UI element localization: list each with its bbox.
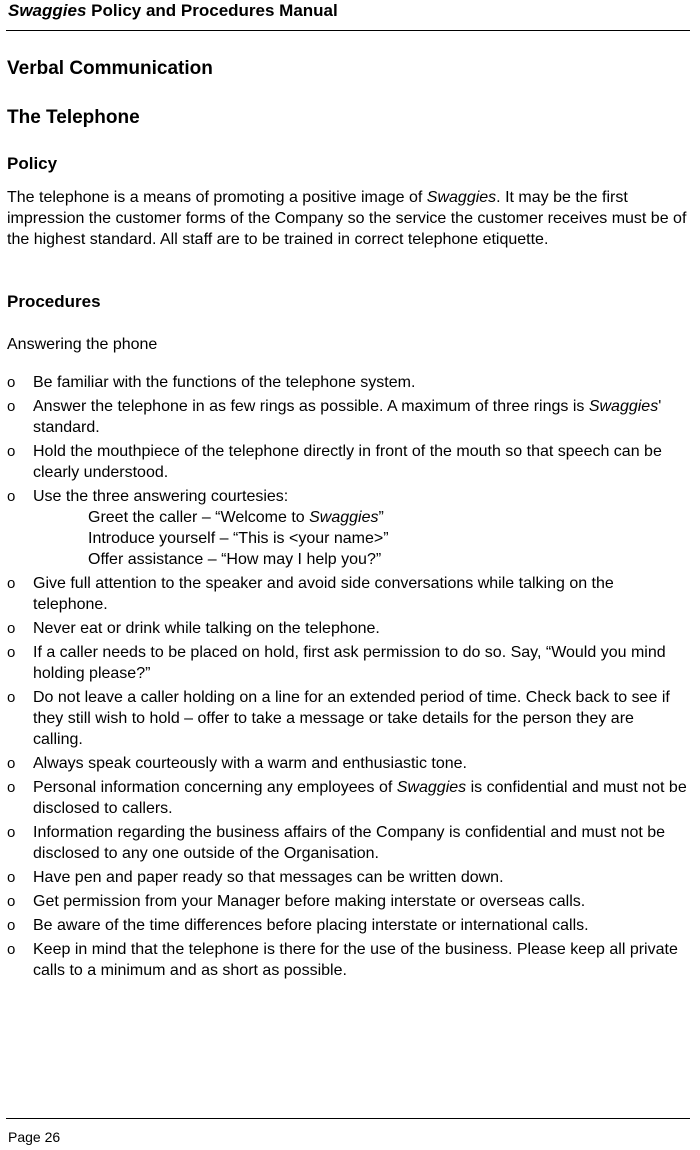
list-item: o Be familiar with the functions of the telephone system.	[7, 374, 416, 391]
courtesy-greet: Greet the caller – “Welcome to Swaggies”	[88, 509, 384, 526]
list-item: o Answer the telephone in as few rings as possible. A maximum of three rings is Swaggies' standard.	[7, 398, 662, 436]
header-title-text: Policy and Procedures Manual	[91, 1, 338, 20]
list-item: o Keep in mind that the telephone is there for the use of the business. Please keep all private calls to a minimum and as short as possible.	[7, 941, 678, 979]
subsection-heading: The Telephone	[7, 107, 140, 128]
courtesy-introduce: Introduce yourself – “This is <your name>”	[88, 530, 389, 547]
policy-heading: Policy	[7, 154, 58, 173]
section-heading: Verbal Communication	[7, 58, 213, 79]
list-item: o If a caller needs to be placed on hold, first ask permission to do so. Say, “Would you mind holding please?”	[7, 644, 666, 682]
procedures-heading: Procedures	[7, 292, 101, 311]
list-item: o Use the three answering courtesies: Greet the caller – “Welcome to Swaggies” Introduce yourself – “This is <your name>” Offer assistance – “How may I help you?”	[7, 486, 687, 570]
procedure-list	[7, 372, 687, 981]
list-item: o Do not leave a caller holding on a line for an extended period of time. Check back to see if they still wish to hold – offer to take a message or take details for the person they are calling.	[7, 689, 670, 748]
procedures-intro: Answering the phone	[7, 336, 158, 353]
list-item: o Information regarding the business affairs of the Company is confidential and must not be disclosed to any one outside of the Organisation.	[7, 824, 666, 862]
list-item: o Give full attention to the speaker and avoid side conversations while talking on the telephone.	[7, 575, 614, 613]
list-item: o Always speak courteously with a warm and enthusiastic tone.	[7, 755, 467, 772]
page-number: Page 26	[8, 1129, 61, 1145]
policy-paragraph: The telephone is a means of promoting a positive image of Swaggies. It may be the first impression the customer forms of the Company so the service the customer receives must be of the highest standard. All staff are to be trained in correct telephone etiquette.	[7, 189, 687, 248]
list-item: o Hold the mouthpiece of the telephone directly in front of the mouth so that speech can be clearly understood.	[7, 443, 662, 481]
list-item: o Never eat or drink while talking on the telephone.	[7, 620, 380, 637]
page-footer	[6, 1118, 690, 1145]
header-title	[8, 1, 338, 21]
document-body	[7, 57, 687, 984]
list-item: o Be aware of the time differences before placing interstate or international calls.	[7, 917, 589, 934]
list-item: o Have pen and paper ready so that messages can be written down.	[7, 869, 504, 886]
list-item: o Get permission from your Manager before making interstate or overseas calls.	[7, 893, 586, 910]
header-brand: Swaggies	[8, 1, 87, 20]
list-item: o Personal information concerning any employees of Swaggies is confidential and must not be disclosed to callers.	[7, 779, 687, 817]
page-header	[6, 0, 690, 31]
courtesy-offer: Offer assistance – “How may I help you?”	[88, 551, 382, 568]
